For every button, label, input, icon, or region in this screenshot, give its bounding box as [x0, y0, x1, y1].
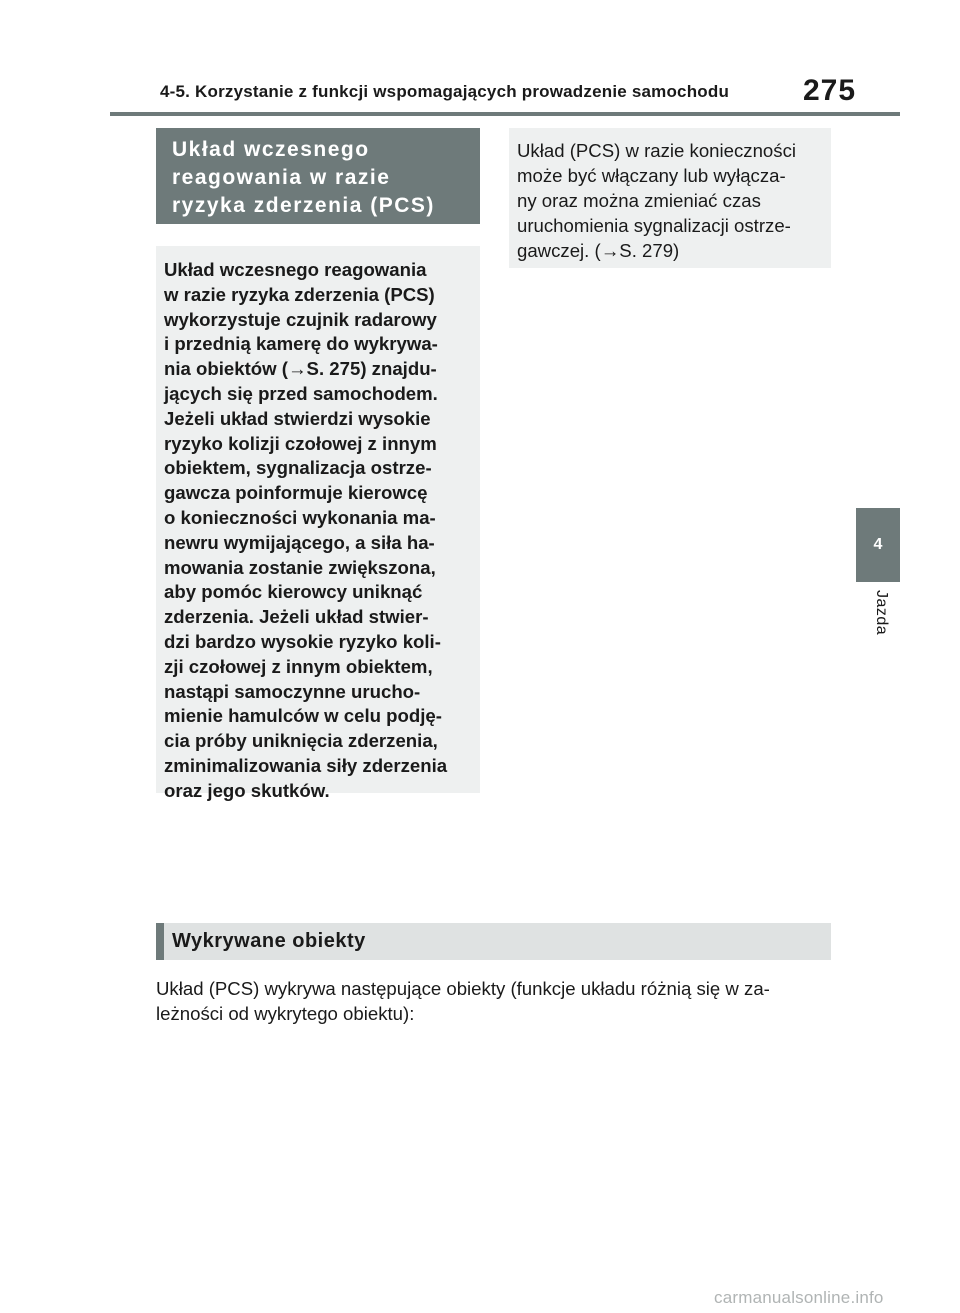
intro-line: aby pomóc kierowcy uniknąć	[164, 581, 423, 603]
intro-line: wykorzystuje czujnik radarowy	[164, 308, 437, 330]
paragraph-line: leżności od wykrytego obiektu):	[156, 1003, 415, 1024]
intro-line: zderzenia. Jeżeli układ stwier-	[164, 606, 429, 628]
intro-line: dzi bardzo wysokie ryzyko koli-	[164, 630, 441, 652]
intro-line: oraz jego skutków.	[164, 779, 330, 801]
page-number: 275	[803, 74, 857, 107]
heading-line: Układ wczesnego	[172, 138, 370, 161]
intro-box	[156, 246, 480, 801]
note-line: ny oraz można zmieniać czas	[517, 190, 761, 211]
running-header-title: 4-5. Korzystanie z funkcji wspomagających prowadzenie samochodu	[160, 82, 730, 101]
section-heading	[156, 128, 480, 224]
body-paragraph	[156, 976, 832, 1026]
note-line: uruchomienia sygnalizacji ostrze-	[517, 215, 791, 236]
note-box	[509, 128, 831, 268]
chapter-label: Jazda	[873, 590, 890, 636]
intro-line: zji czołowej z innym obiektem,	[164, 655, 433, 677]
chapter-tab: 4	[856, 508, 900, 582]
intro-line: mienie hamulców w celu podję-	[164, 705, 442, 727]
note-line: może być włączany lub wyłącza-	[517, 165, 786, 186]
header-rule	[110, 112, 900, 116]
heading-line: reagowania w razie	[172, 166, 391, 189]
intro-line: obiektem, sygnalizacja ostrze-	[164, 457, 432, 479]
intro-line: newru wymijającego, a siła ha-	[164, 531, 435, 553]
watermark: carmanualsonline.info	[714, 1288, 884, 1307]
subsection-heading: Wykrywane obiekty	[156, 923, 831, 960]
intro-line: Układ wczesnego reagowania	[164, 259, 427, 280]
intro-line: nia obiektów (→S. 275) znajdu-	[164, 358, 437, 380]
intro-line: mowania zostanie zwiększona,	[164, 556, 436, 578]
intro-line: gawcza poinformuje kierowcę	[164, 482, 428, 504]
intro-line: nastąpi samoczynne urucho-	[164, 680, 421, 702]
intro-line: o konieczności wykonania ma-	[164, 506, 436, 528]
intro-line: w razie ryzyka zderzenia (PCS)	[164, 283, 435, 305]
note-line: Układ (PCS) w razie konieczności	[517, 140, 796, 161]
heading-line: ryzyka zderzenia (PCS)	[172, 194, 435, 217]
intro-line: zminimalizowania siły zderzenia	[164, 754, 448, 776]
intro-line: i przednią kamerę do wykrywa-	[164, 333, 438, 355]
paragraph-line: Układ (PCS) wykrywa następujące obiekty (funkcje układu różnią się w za-	[156, 978, 770, 999]
intro-line: cia próby uniknięcia zderzenia,	[164, 730, 438, 752]
intro-line: Jeżeli układ stwierdzi wysokie	[164, 407, 431, 429]
intro-line: ryzyko kolizji czołowej z innym	[164, 432, 437, 454]
note-line: gawczej. (→S. 279)	[517, 240, 680, 261]
intro-line: jących się przed samochodem.	[164, 382, 438, 404]
